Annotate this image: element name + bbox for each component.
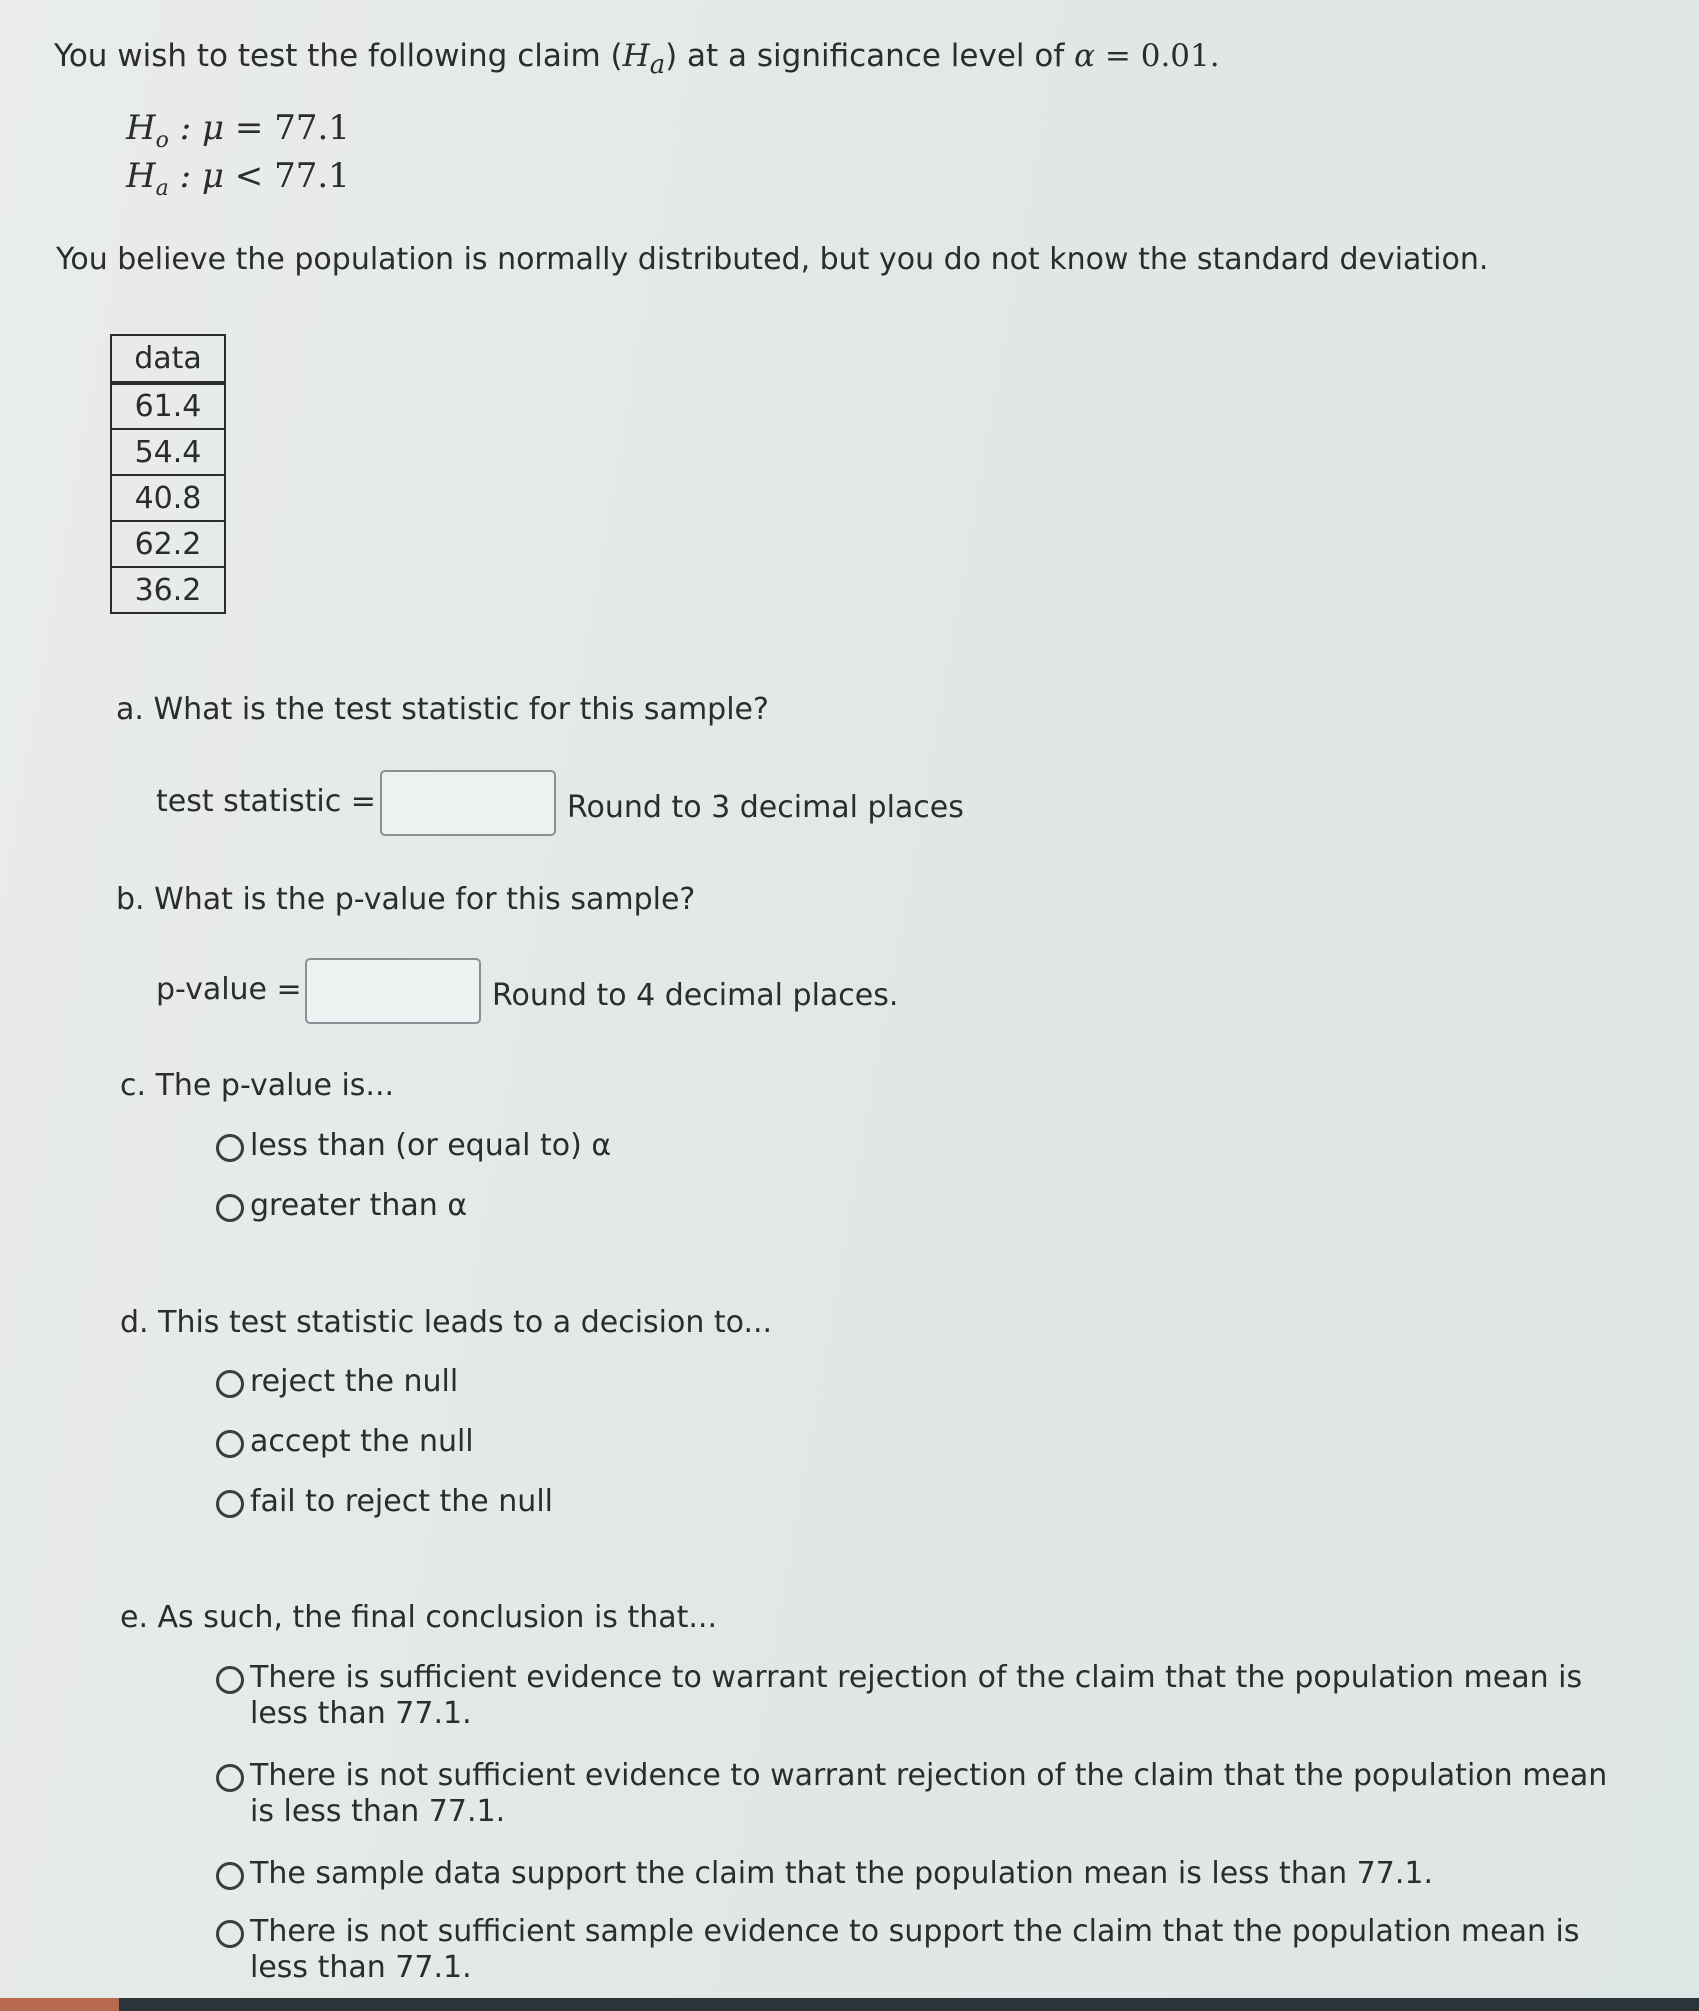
alt-value: 77.1 — [274, 156, 350, 196]
claim-subscript: a — [649, 50, 666, 81]
equals-sign: = — [1095, 38, 1141, 74]
option-label: There is not sufficient sample evidence to support the claim that the population mean is less than 77.1. — [250, 1914, 1580, 1985]
intro-prefix: You wish to test the following claim ( — [54, 38, 623, 74]
table-cell: 54.4 — [111, 429, 225, 475]
alpha-symbol: α — [1074, 38, 1096, 74]
option-e-not-sufficient-evidence-reject[interactable] — [216, 1758, 1636, 1830]
option-d-accept-null[interactable] — [216, 1424, 474, 1460]
option-c-greater-than-alpha[interactable] — [216, 1188, 467, 1224]
table-row — [111, 383, 225, 429]
alt-expression: : μ < — [168, 156, 275, 196]
radio-button[interactable] — [216, 1430, 244, 1458]
p-value-hint: Round to 4 decimal places. — [492, 978, 899, 1013]
option-e-not-sufficient-evidence-support[interactable] — [216, 1914, 1636, 1986]
option-d-fail-to-reject-null[interactable] — [216, 1484, 553, 1520]
radio-button[interactable] — [216, 1920, 244, 1948]
p-value-input[interactable] — [305, 958, 481, 1024]
table-cell: 61.4 — [111, 383, 225, 429]
option-label: The sample data support the claim that the population mean is less than 77.1. — [250, 1856, 1433, 1891]
option-label: accept the null — [250, 1424, 474, 1459]
population-assumption: You believe the population is normally distributed, but you do not know the standard deviation. — [56, 242, 1489, 277]
table-row — [111, 429, 225, 475]
table-row — [111, 521, 225, 567]
option-e-sufficient-evidence-reject[interactable] — [216, 1660, 1636, 1732]
radio-button[interactable] — [216, 1490, 244, 1518]
alpha-value: 0.01 — [1140, 38, 1210, 74]
data-table — [110, 334, 226, 614]
table-header-row — [111, 335, 225, 383]
option-c-less-than-alpha[interactable] — [216, 1128, 611, 1164]
question-d-prompt: d. This test statistic leads to a decision to... — [120, 1305, 773, 1340]
radio-button[interactable] — [216, 1862, 244, 1890]
option-e-data-support-claim[interactable] — [216, 1856, 1636, 1892]
radio-button[interactable] — [216, 1764, 244, 1792]
question-b-prompt: b. What is the p-value for this sample? — [116, 882, 696, 917]
radio-button[interactable] — [216, 1134, 244, 1162]
test-statistic-input[interactable] — [380, 770, 556, 836]
null-subscript: o — [155, 127, 169, 153]
option-label: reject the null — [250, 1364, 459, 1399]
question-c-prompt: c. The p-value is... — [120, 1068, 395, 1103]
null-symbol: H — [126, 108, 156, 148]
option-label: There is not sufficient evidence to warrant rejection of the claim that the population mean is less than 77.1. — [250, 1758, 1608, 1829]
option-d-reject-null[interactable] — [216, 1364, 458, 1400]
p-value-label: p-value = — [156, 972, 302, 1007]
option-label: There is sufficient evidence to warrant rejection of the claim that the population mean is less than 77.1. — [250, 1660, 1583, 1731]
radio-button[interactable] — [216, 1370, 244, 1398]
table-row — [111, 475, 225, 521]
bottom-edge-bar — [0, 1998, 1699, 2011]
alternative-hypothesis — [126, 156, 350, 201]
table-cell: 36.2 — [111, 567, 225, 613]
question-a-prompt: a. What is the test statistic for this sample? — [116, 692, 769, 727]
table-cell: 40.8 — [111, 475, 225, 521]
option-label: fail to reject the null — [250, 1484, 553, 1519]
null-expression: : μ = — [168, 108, 275, 148]
test-statistic-label: test statistic = — [156, 784, 376, 819]
null-hypothesis — [126, 108, 350, 153]
intro-suffix: . — [1209, 38, 1220, 74]
alt-subscript: a — [155, 175, 169, 201]
alt-symbol: H — [126, 156, 156, 196]
option-label: less than (or equal to) α — [250, 1128, 612, 1163]
table-cell: 62.2 — [111, 521, 225, 567]
radio-button[interactable] — [216, 1194, 244, 1222]
radio-button[interactable] — [216, 1666, 244, 1694]
table-row — [111, 567, 225, 613]
claim-symbol: H — [622, 38, 650, 74]
table-header: data — [111, 335, 225, 383]
intro-middle: ) at a significance level of — [665, 38, 1075, 74]
question-e-prompt: e. As such, the final conclusion is that... — [120, 1600, 717, 1635]
option-label: greater than α — [250, 1188, 468, 1223]
null-value: 77.1 — [274, 108, 350, 148]
problem-intro — [54, 38, 1220, 80]
test-statistic-hint: Round to 3 decimal places — [567, 790, 964, 825]
